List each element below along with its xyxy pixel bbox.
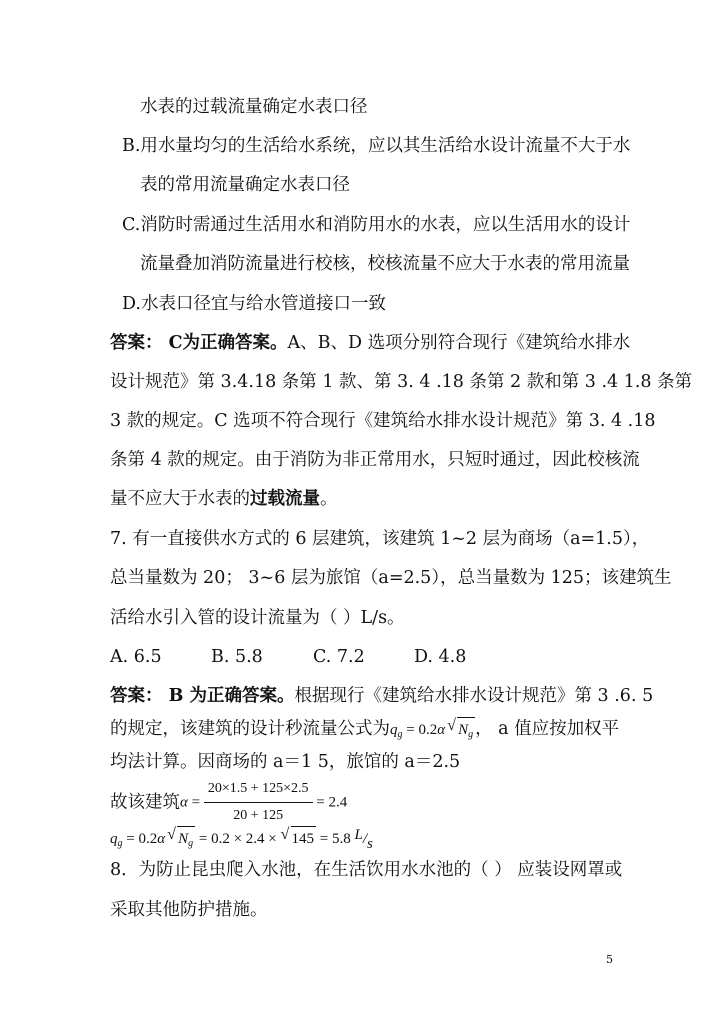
flow-calc-line: $q_g = 0.2\alpha√$ $N_g = 0.2 \times 2.4$ × √ 145 = 5.8 L/s [110,823,373,856]
option-d: D.水表口径宜与给水管道接口一致 [122,294,386,314]
answer-6-text: A、B、D 选项分别符合现行《建筑给水排水 [287,333,631,353]
alpha-fraction: $\frac{20\times 1.5 + 125\times 2.5}{20 + 125}$ [204,778,313,827]
option-7b: B. 5.8 [211,647,263,667]
question-8-line2: 采取其他防护措施。 [110,900,268,920]
alpha-calc-intro: 故该建筑 [110,792,180,813]
answer-7-line2 [110,717,619,747]
root-145: √ 145 [291,826,317,851]
answer-6-line4: 条第 4 款的规定。由于消防为非正常用水，只短时通过，因此校核流 [110,450,640,470]
question-7-line2: 总当量数为 20； 3~6 层为旅馆（a=2.5），总当量数为 125；该建筑生 [110,568,672,588]
option-c: C.消防时需通过生活用水和消防用水的水表，应以生活用水的设计 [122,215,631,235]
answer-6-line5-end: 。 [320,489,338,509]
formula-qg: $q_g = 0.2\alpha√$ $N_g$ [390,719,475,739]
answer-7-line3: 均法计算。因商场的 a＝1 5，旅馆的 a＝2.5 [110,752,461,772]
question-7-line3: 活给水引入管的设计流量为（ ）L/s。 [110,608,405,628]
option-7c: C. 7.2 [313,647,365,667]
answer-6-line3: 3 款的规定。C 选项不符合现行《建筑给水排水设计规范》第 3. 4 .18 [110,411,656,431]
option-b-continued: 表的常用流量确定水表口径 [140,175,350,195]
option-7a: A. 6.5 [110,647,162,667]
question-8: 8．为防止昆虫爬入水池，在生活饮用水水池的（ ） 应装设网罩或 [110,860,623,880]
answer-6-line5 [110,487,338,511]
formula-outro: ， a 值应按加权平 [475,719,620,739]
formula-intro: 的规定，该建筑的设计秒流量公式为 [110,719,390,739]
option-c-continued: 流量叠加消防流量进行校核，校核流量不应大于水表的常用流量 [140,254,630,274]
unit-l-per-s: L/s [354,827,373,852]
option-b: B.用水量均匀的生活给水系统，应以其生活给水设计流量不大于水 [122,136,631,156]
answer-7-label: 答案： B 为正确答案。 [110,686,295,706]
answer-7-text: 根据现行《建筑给水排水设计规范》第 3 .6. 5 [294,686,654,706]
overload-flow-emphasis: 过载流量 [250,489,320,509]
answer-7-line [110,684,653,708]
question-7: 7. 有一直接供水方式的 6 层建筑，该建筑 1~2 层为商场（a=1.5）， [110,529,650,549]
answer-6-line [110,331,630,355]
answer-6-line5-text: 量不应大于水表的 [110,489,250,509]
answer-6-label: 答案： C为正确答案。 [110,333,288,353]
page-number: 5 [606,953,613,966]
answer-6-line2: 设计规范》第 3.4.18 条第 1 款、第 3. 4 .18 条第 2 款和第 3 .4 1.8 条第 [110,372,693,392]
option-a-continued: 水表的过载流量确定水表口径 [140,97,368,117]
option-7d: D. 4.8 [414,647,467,667]
alpha-calc-line: 故该建筑α = $\frac{20\times 1.5 + 125\times 2.5}{20 + 125}$ = 2.4 [110,778,347,827]
